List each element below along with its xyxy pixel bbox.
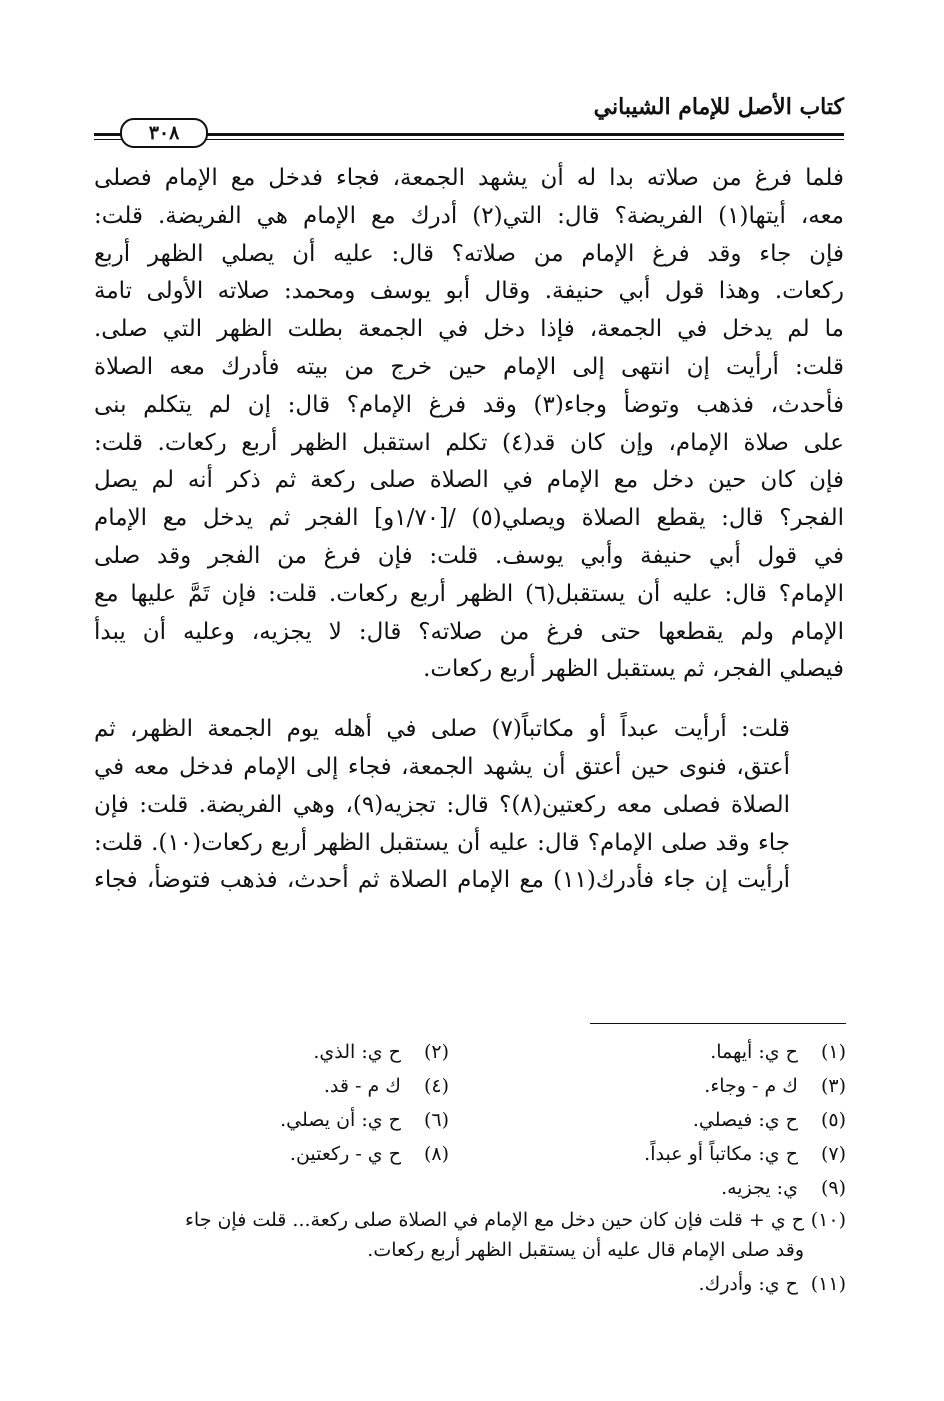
footnote-9 [476,1171,846,1205]
text-line: أعتق، فنوى حين أعتق أن يشهد الجمعة، فجاء إلى الإمام فدخل معه في [94,753,790,780]
footnote-text: ك م - قد. [323,1075,401,1097]
text-line: قلت: أرأيت إن انتهى إلى الإمام حين خرج من بيته فأدرك معه الصلاة [94,353,844,380]
footnote-row [94,1103,846,1137]
footnote-text: ي: يجزيه. [721,1177,798,1199]
page-number: ٣٠٨ [120,118,208,148]
text-line: فأحدث، فذهب وتوضأ وجاء(٣) وقد فرغ الإمام؟ قال: إن لم يتكلم بنى [94,391,844,418]
footnote-number: (٨) [423,1143,449,1165]
footnote-text-continued: وقد صلى الإمام قال عليه أن يستقبل الظهر أربع ركعات. [367,1239,804,1261]
text-line: فيصلي الفجر، ثم يستقبل الظهر أربع ركعات. [423,656,844,683]
main-text [94,160,844,900]
footnote-number: (٥) [820,1109,846,1131]
footnote-text: ح ي: أن يصلي. [280,1109,401,1131]
footnote-text: ك م - وجاء. [704,1075,798,1097]
footnote-row [94,1267,846,1301]
book-title: كتاب الأصل للإمام الشيباني [593,94,844,120]
footnote-6 [94,1103,449,1137]
footnote-row [94,1171,846,1205]
text-line: الصلاة فصلى معه ركعتين(٨)؟ قال: تجزيه(٩)، وهي الفريضة. قلت: فإن [94,791,790,818]
footnote-text: ح ي + قلت فإن كان حين دخل مع الإمام في الصلاة صلى ركعة... قلت فإن جاء [184,1209,804,1231]
text-line: الفجر؟ قال: يقطع الصلاة ويصلي(٥) /[١/٧٠و] الفجر ثم يدخل مع الإمام [94,505,844,532]
footnote-text: ح ي: مكاتباً أو عبداً. [644,1143,798,1165]
text-line: أرأيت إن جاء فأدرك(١١) مع الإمام الصلاة ثم أحدث، فذهب فتوضأ، فجاء [94,867,790,894]
footnote-number: (١٠) [810,1209,846,1231]
text-line: الإمام ولم يقطعها حتى فرغ من صلاته؟ قال: لا يجزيه، وعليه أن يبدأ [94,618,844,645]
text-line: جاء وقد صلى الإمام؟ قال: عليه أن يستقبل الظهر أربع ركعات(١٠). قلت: [94,829,790,856]
footnote-row [94,1137,846,1171]
footnote-8 [94,1137,449,1171]
footnote-5 [491,1103,846,1137]
footnote-11 [476,1267,846,1301]
text-line: قلت: أرأيت عبداً أو مكاتباً(٧) صلى في أهله يوم الجمعة الظهر، ثم [94,716,790,743]
paragraph-2 [94,711,844,900]
text-line: فإن جاء وقد فرغ الإمام من صلاته؟ قال: عليه أن يصلي الظهر أربع [94,240,844,267]
footnote-text: ح ي: فيصلي. [692,1109,798,1131]
footnote-text: ح ي: الذي. [313,1041,401,1063]
footnote-text: ح ي: أيهما. [710,1041,798,1063]
footnote-row [94,1069,846,1103]
footnote-separator [590,1023,846,1024]
footnotes [94,1035,846,1301]
text-line: معه، أيتها(١) الفريضة؟ قال: التي(٢) أدرك مع الإمام هي الفريضة. قلت: [94,202,844,229]
text-line: فلما فرغ من صلاته بدا له أن يشهد الجمعة، فجاء فدخل مع الإمام فصلى [94,165,844,191]
footnote-number: (٣) [820,1075,846,1097]
text-line: على صلاة الإمام، وإن كان قد(٤) تكلم استقبل الظهر أربع ركعات. قلت: [94,429,844,456]
footnote-1 [491,1035,846,1069]
footnote-10 [94,1205,846,1265]
footnote-text: ح ي: وأدرك. [698,1273,798,1295]
footnote-4 [94,1069,449,1103]
text-line: ركعات. وهذا قول أبي حنيفة. وقال أبو يوسف ومحمد: صلاته الأولى تامة [94,278,844,305]
text-line: فإن كان حين دخل مع الإمام في الصلاة صلى ركعة ثم ذكر أنه لم يصل [94,467,844,494]
footnote-2 [94,1035,449,1069]
footnote-number: (٤) [423,1075,449,1097]
text-line: في قول أبي حنيفة وأبي يوسف. قلت: فإن فرغ من الفجر وقد صلى [94,542,844,569]
footnote-number: (١) [820,1041,846,1063]
footnote-text: ح ي - ركعتين. [289,1143,401,1165]
footnote-3 [491,1069,846,1103]
page-header [94,88,844,144]
footnote-number: (١١) [810,1273,846,1295]
footnote-row [94,1035,846,1069]
text-line: ما لم يدخل في الجمعة، فإذا دخل في الجمعة بطلت الظهر التي صلى. [94,316,844,343]
footnote-number: (٩) [820,1177,846,1199]
footnote-number: (٢) [423,1041,449,1063]
footnote-number: (٦) [423,1109,449,1131]
text-line: الإمام؟ قال: عليه أن يستقبل(٦) الظهر أربع ركعات. قلت: فإن تَمَّ عليها مع [94,580,844,607]
footnote-7 [491,1137,846,1171]
footnote-number: (٧) [820,1143,846,1165]
paragraph-1 [94,160,844,689]
